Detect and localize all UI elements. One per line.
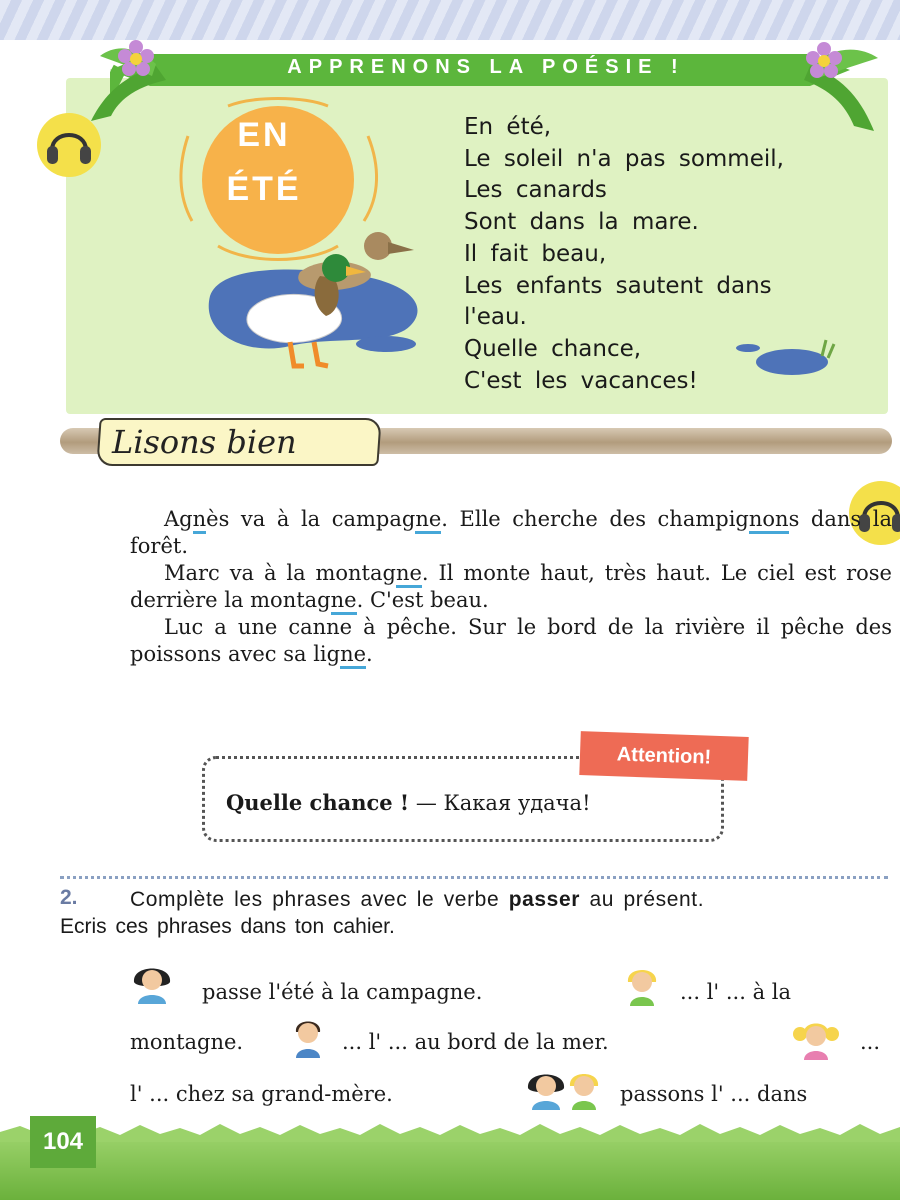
sentence-part: passons l' ... dans [620,1082,808,1106]
reading-paragraph [130,506,892,560]
bottom-grass-band [0,1136,900,1200]
sentence-part: passe l'été à la campagne. [202,980,483,1004]
underlined-letters: ne [340,642,366,669]
sentence-part: montagne. [130,1030,244,1054]
exercise-line [130,1074,890,1114]
sentence-part: ... l' ... au bord de la mer. [342,1030,609,1054]
page-number: 104 [30,1116,96,1168]
text: ès va à la campag [206,507,416,531]
exercise-number: 2. [60,886,78,909]
child-icon [560,1064,608,1110]
text: s dans la forêt. [130,507,892,558]
text: Ecris ces phrases dans ton cahier. [60,915,395,938]
poem [464,112,884,397]
sentence-part: l' ... chez sa grand-mère. [130,1082,393,1106]
exercise-line [130,972,890,1012]
reading-paragraph [130,560,892,614]
text: . [366,642,373,666]
poem-line: En été, [464,114,552,140]
poem-line: Les enfants sautent dans [464,272,772,299]
child-icon [618,960,666,1006]
poem-line: l'eau. [464,304,527,331]
grass-edge [0,1122,900,1142]
headphones-icon[interactable] [36,112,102,178]
lisons-bien-heading: Lisons bien [112,423,297,461]
child-icon [284,1012,332,1058]
attention-tag: Attention! [579,731,748,781]
attention-phrase [226,786,706,820]
text: . C'est beau. [356,588,489,612]
text: . Il monte haut, très haut. Le ciel est rose derrière la montag [130,561,892,612]
poem-line: Sont dans la mare. [464,209,699,236]
poem-line: Les canards [464,177,607,204]
text: . Elle cherche des champig [441,507,749,531]
phrase-french: Quelle chance ! [226,790,410,815]
text: Marc va à la montag [164,561,396,585]
sentence-part: ... l' ... à la [680,980,791,1004]
child-icon [792,1014,840,1060]
badge-line-1: EN [237,116,291,154]
text: au présent. [589,888,705,911]
flower-icon [116,38,156,78]
text: Luc a une canne à pêche. Sur le bord de la rivière il pêche des poissons avec sa lig [130,615,892,666]
underlined-letters: ne [415,507,441,534]
poem-line: Le soleil n'a pas sommeil, [464,145,784,172]
underlined-letters: ne [396,561,422,588]
poem-line: Il fait beau, [464,240,607,267]
reading-text [130,506,892,668]
poem-line: C'est les vacances! [464,367,698,394]
text: Complète les phrases avec le verbe [130,888,500,911]
section-title: APPRENONS LA POÉSIE ! [287,56,685,78]
underlined-letters: n [193,507,207,534]
phrase-dash: — [415,791,437,815]
dotted-divider [60,876,888,879]
top-decor-band [0,0,900,40]
phrase-russian: Какая удача! [443,791,591,815]
flower-icon [804,40,844,80]
underlined-letters: ne [331,588,357,615]
exercise-instructions [60,886,890,940]
exercise-line [130,1022,890,1062]
bold-verb: passer [508,888,581,911]
poem-line: Quelle chance, [464,335,642,362]
reading-paragraph [130,614,892,668]
duck-icon [200,226,440,392]
sentence-part: ... [860,1030,881,1054]
badge-line-2: ÉTÉ [226,170,302,208]
text: Ag [164,507,193,531]
underlined-letters: non [749,507,789,534]
